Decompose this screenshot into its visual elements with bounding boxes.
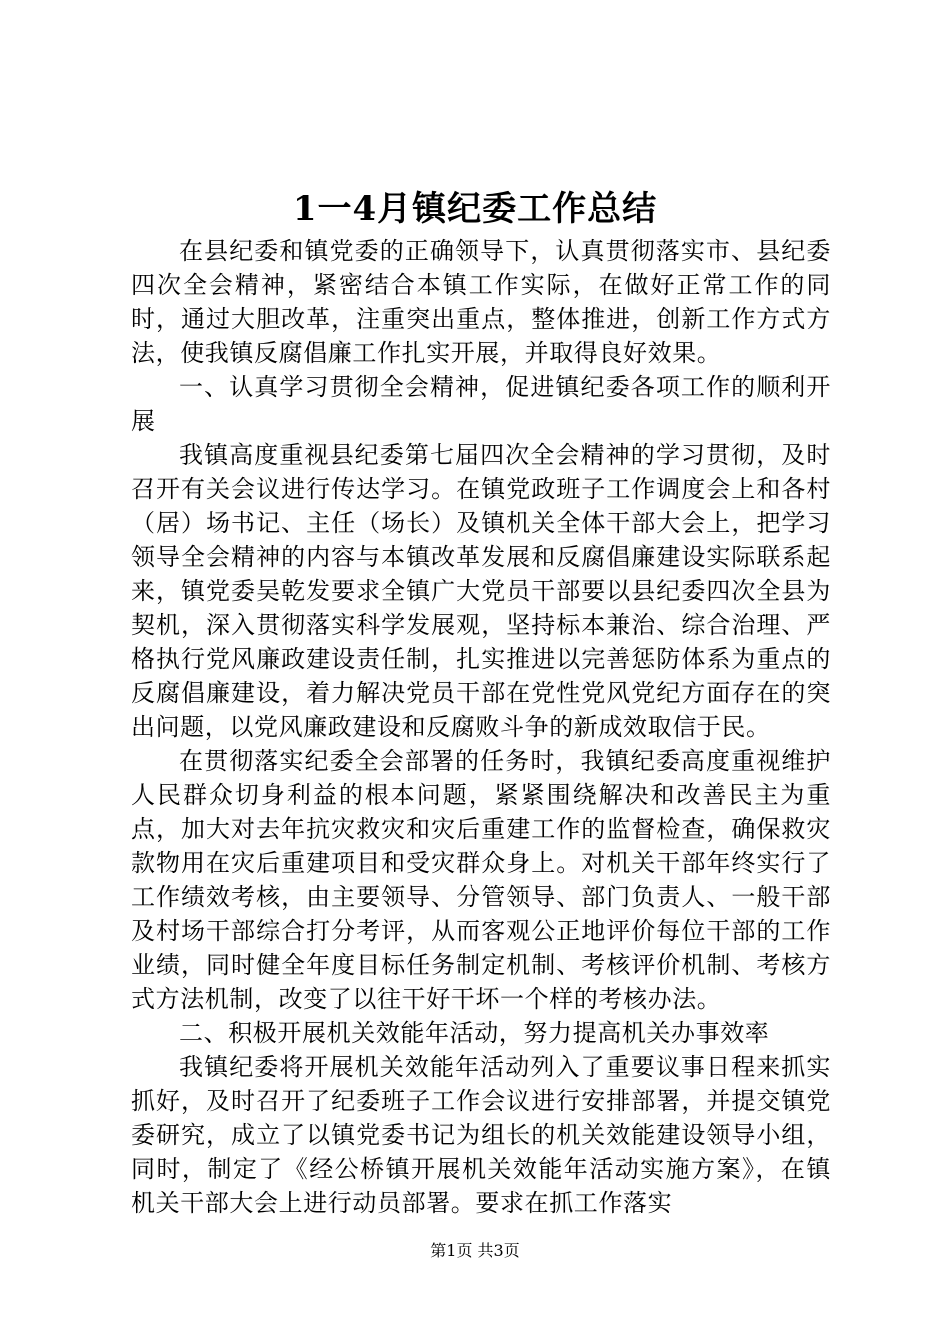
paragraph-section-2-a: 我镇纪委将开展机关效能年活动列入了重要议事日程来抓实抓好，及时召开了纪委班子工作会议进行安排部署，并提交镇党委研究，成立了以镇党委书记为组长的机关效能建设领导小组，同时，制定了《经公桥镇开展机关效能年活动实施方案》，在镇机关干部大会上进行动员部署。要求在抓工作落实 <box>131 1053 831 1217</box>
section-heading-2: 二、积极开展机关效能年活动，努力提高机关办事效率 <box>179 1019 770 1047</box>
paragraph-section-1-a: 我镇高度重视县纪委第七届四次全会精神的学习贯彻，及时召开有关会议进行传达学习。在镇党政班子工作调度会上和各村（居）场书记、主任（场长）及镇机关全体干部大会上，把学习领导全会精神的内容与本镇改革发展和反腐倡廉建设实际联系起来，镇党委吴乾发要求全镇广大党员干部要以县纪委四次全县为契机，深入贯彻落实科学发展观，坚持标本兼治、综合治理、严格执行党风廉政建设责任制，扎实推进以完善惩防体系为重点的反腐倡廉建设，着力解决党员干部在党性党风党纪方面存在的突出问题，以党风廉政建设和反腐败斗争的新成效取信于民。 <box>131 441 831 741</box>
page-number-footer: 第1页 共3页 <box>430 1241 520 1260</box>
document-title: 1一4月镇纪委工作总结 <box>292 189 658 229</box>
paragraph-section-1-b: 在贯彻落实纪委全会部署的任务时，我镇纪委高度重视维护人民群众切身利益的根本问题，紧紧围绕解决和改善民主为重点，加大对去年抗灾救灾和灾后重建工作的监督检查，确保救灾款物用在灾后重建项目和受灾群众身上。对机关干部年终实行了工作绩效考核，由主要领导、分管领导、部门负责人、一般干部及村场干部综合打分考评，从而客观公正地评价每位干部的工作业绩，同时健全年度目标任务制定机制、考核评价机制、考核方式方法机制，改变了以往干好干坏一个样的考核办法。 <box>131 747 831 1013</box>
document-body <box>131 234 831 1220</box>
paragraph-intro: 在县纪委和镇党委的正确领导下，认真贯彻落实市、县纪委四次全会精神，紧密结合本镇工作实际，在做好正常工作的同时，通过大胆改革，注重突出重点，整体推进，创新工作方式方法，使我镇反腐倡廉工作扎实开展，并取得良好效果。 <box>131 237 831 367</box>
section-heading-1: 一、认真学习贯彻全会精神，促进镇纪委各项工作的顺利开展 <box>131 373 831 435</box>
